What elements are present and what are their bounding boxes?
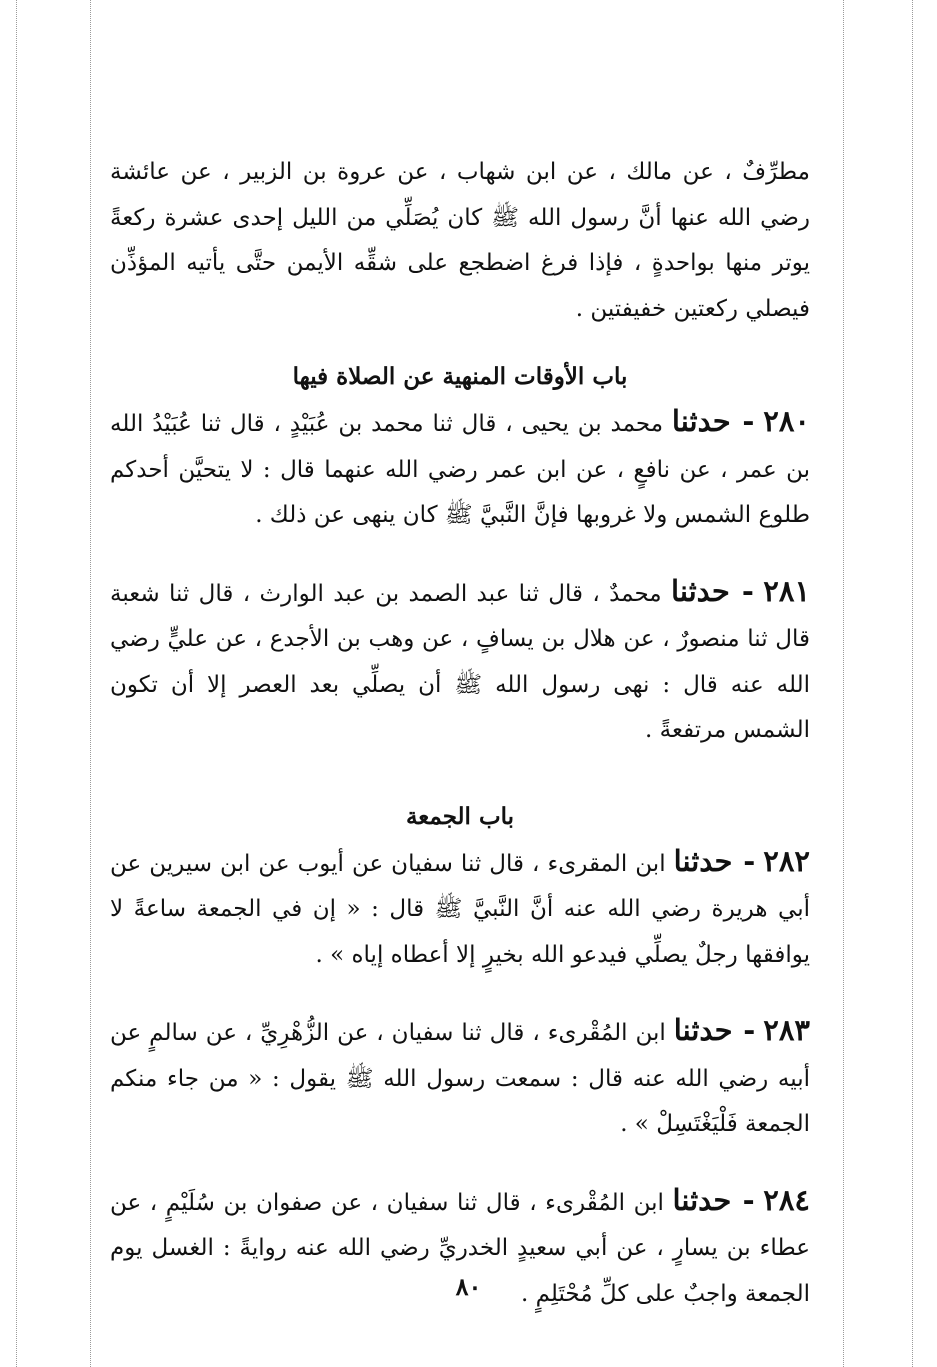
hadith-text: ابن المُقْرىء ، قال ثنا سفيان ، عن صفوان بن سُلَيْمٍ ، عن عطاء بن يسارٍ ، عن أبي سعيدٍ الخدريِّ رضي الله عنه روايةً : الغسل يوم الجمعة واجبٌ على كلِّ مُحْتَلِمٍ . <box>110 1189 810 1307</box>
hadith-text: ابن المقرىء ، قال ثنا سفيان عن أيوب عن ابن سيرين عن أبي هريرة رضي الله عنه أنَّ النَّبيَّ ﷺ قال : « إن في الجمعة ساعةً لا يوافقها رجلٌ يصلِّي فيدعو الله بخيرٍ إلا أعطاه إياه » . <box>110 850 810 968</box>
scan-margin-line <box>90 0 91 1367</box>
scan-margin-line <box>843 0 844 1367</box>
hadith-282 <box>110 839 810 979</box>
hadith-number: ٢٨٠ <box>763 404 811 438</box>
hadith-283 <box>110 1008 810 1148</box>
hadith-text: محمدٌ ، قال ثنا عبد الصمد بن عبد الوارث ، قال ثنا شعبة قال ثنا منصورٌ ، عن هلال بن يسافٍ ، عن وهب بن الأجدع ، عن عليٍّ رضي الله عنه قال : نهى رسول الله ﷺ أن يصلِّي بعد العصر إلا أن تكون الشمس مرتفعةً . <box>110 580 810 743</box>
hadith-number: ٢٨٤ <box>763 1182 811 1217</box>
hadith-number: ٢٨٢ <box>763 843 811 878</box>
scan-margin-line <box>16 0 17 1367</box>
hadith-text: محمد بن يحيى ، قال ثنا محمد بن عُبَيْدٍ ، قال ثنا عُبَيْدُ الله بن عمر ، عن نافعٍ ، عن ابن عمر رضي الله عنهما قال : لا يتحيَّن أحدكم طلوع الشمس ولا غروبها فإنَّ النَّبيَّ ﷺ كان ينهى عن ذلك . <box>110 411 810 528</box>
hadith-281 <box>110 569 810 754</box>
hadith-text: ابن المُقْرىء ، قال ثنا سفيان ، عن الزُّهْرِيِّ ، عن سالمٍ عن أبيه رضي الله عنه قال : سمعت رسول الله ﷺ يقول : « من جاء منكم الجمعة فَلْيَغْتَسِلْ » . <box>110 1020 810 1137</box>
hadith-number: ٢٨٣ <box>763 1013 811 1047</box>
page-body <box>110 150 810 1317</box>
hadith-280 <box>110 399 810 539</box>
section-heading-forbidden-times: باب الأوقات المنهية عن الصلاة فيها <box>292 363 628 390</box>
hadith-opening-word: - حدثنا <box>672 1182 755 1217</box>
hadith-opening-word: - حدثنا <box>671 404 755 438</box>
page-number: ٨٠ <box>455 1272 482 1301</box>
hadith-opening-word: - حدثنا <box>673 843 756 878</box>
hadith-number: ٢٨١ <box>763 573 811 608</box>
scan-margin-line <box>912 0 913 1367</box>
section-heading-friday: باب الجمعة <box>405 802 515 830</box>
hadith-opening-word: - حدثنا <box>673 1013 756 1047</box>
hadith-opening-word: - حدثنا <box>670 573 754 608</box>
intro-paragraph: مطرِّفٌ ، عن مالك ، عن ابن شهاب ، عن عروة بن الزبير ، عن عائشة رضي الله عنها أنَّ رسول الله ﷺ كان يُصَلِّي من الليل إحدى عشرة ركعةً يوتر منها بواحدةٍ ، فإذا فرغ اضطجع على شقِّه الأيمن حتَّى يأتيه المؤذِّن فيصلي ركعتين خفيفتين . <box>110 159 810 322</box>
